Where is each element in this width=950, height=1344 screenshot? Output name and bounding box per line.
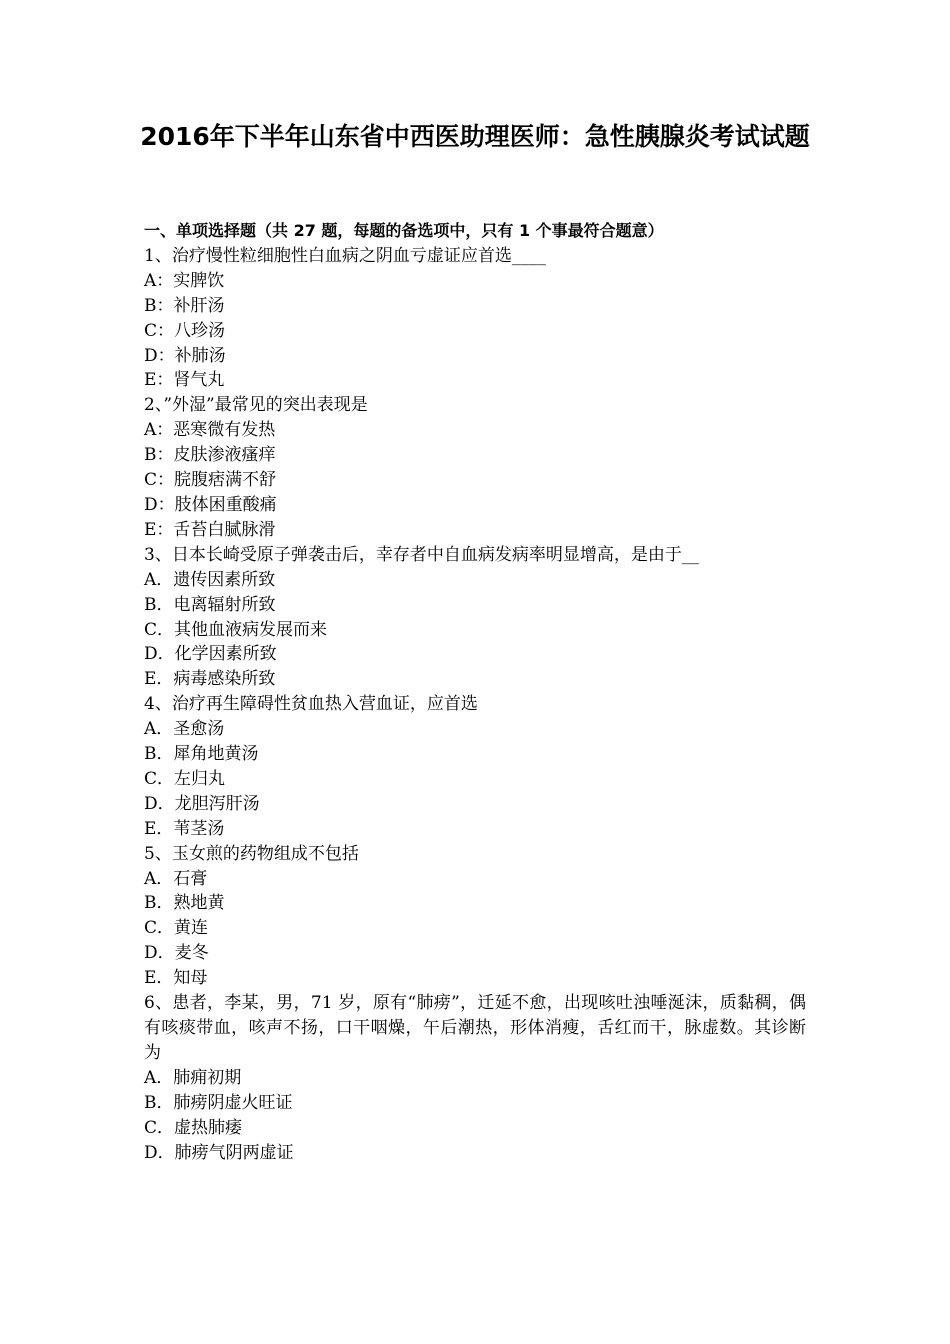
answer-option: B．犀角地黄汤 [144,744,259,765]
question-block [144,244,806,393]
answer-option: D．麦冬 [144,943,209,964]
answer-option: E．知母 [144,968,208,989]
answer-option: C：脘腹痞满不舒 [144,470,277,491]
answer-option: C．其他血液病发展而来 [144,619,328,640]
question-stem: 4、治疗再生障碍性贫血热入营血证，应首选 [144,694,478,715]
question-block [144,692,806,841]
answer-option: E：肾气丸 [144,370,225,391]
answer-option: B．电离辐射所致 [144,594,276,615]
answer-option: C：八珍汤 [144,320,226,341]
answer-option: B．熟地黄 [144,893,225,914]
answer-option: A．遗传因素所致 [144,569,276,590]
answer-option: E：舌苔白腻脉滑 [144,519,276,540]
question-stem: 1、治疗慢性粒细胞性白血病之阴血亏虚证应首选____ [144,245,546,266]
question-block [144,842,806,991]
answer-option: B：补肝汤 [144,295,225,316]
answer-option: D．龙胆泻肝汤 [144,793,260,814]
answer-option: B：皮肤渗液瘙痒 [144,445,276,466]
answer-option: A．圣愈汤 [144,719,225,740]
answer-option: A：实脾饮 [144,270,225,291]
question-block [144,393,806,542]
answer-option: C．黄连 [144,918,209,939]
answer-option: C．虚热肺痿 [144,1117,243,1138]
question-block [144,991,806,1165]
question-stem: 3、日本长崎受原子弹袭击后，幸存者中自血病发病率明显增高，是由于__ [144,544,699,565]
section-heading: 一、单项选择题（共 27 题，每题的备选项中，只有 1 个事最符合题意） [144,221,664,240]
answer-option: A．肺痈初期 [144,1067,242,1088]
question-content [144,219,806,1165]
question-stem: 5、玉女煎的药物组成不包括 [144,843,359,864]
answer-option: C．左归丸 [144,768,226,789]
answer-option: D．肺痨气阴两虚证 [144,1142,294,1163]
answer-option: A．石膏 [144,868,208,889]
question-block [144,543,806,692]
document-title: 2016年下半年山东省中西医助理医师：急性胰腺炎考试试题 [140,122,810,151]
answer-option: B．肺痨阴虚火旺证 [144,1092,293,1113]
answer-option: A：恶寒微有发热 [144,420,276,441]
answer-option: D：补肺汤 [144,345,226,366]
answer-option: D：肢体困重酸痛 [144,494,277,515]
answer-option: E．苇茎汤 [144,818,225,839]
answer-option: D．化学因素所致 [144,644,277,665]
question-stem: 6、患者，李某，男，71 岁，原有“肺痨”，迁延不愈，出现咳吐浊唾涎沫，质黏稠，偶有咳痰带血，咳声不扬，口干咽燥，午后潮热，形体消瘦，舌红而干，脉虚数。其诊断为 [144,993,806,1063]
answer-option: E．病毒感染所致 [144,669,276,690]
question-stem: 2、”外湿”最常见的突出表现是 [144,395,368,416]
